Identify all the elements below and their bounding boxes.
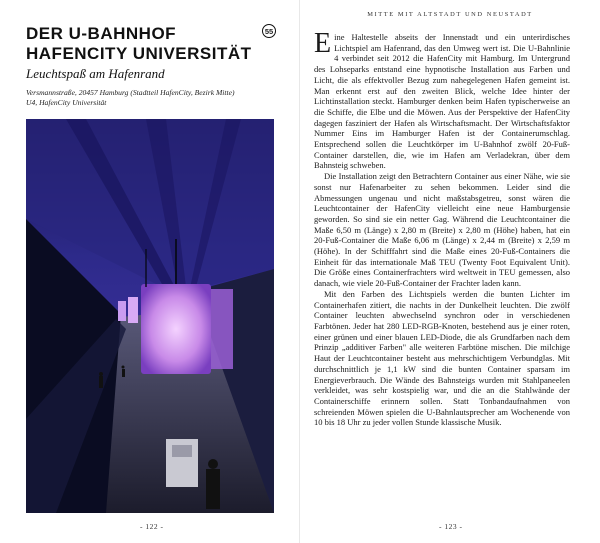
paragraph-3: Mit den Farben des Lichtspiels werden die bunten Lichter im Containerhafen zitiert, die nachts in der Dunkelheit leuchten. Die zwölf Container leuchten abwechselnd synchron oder in verschiedenen Farbtönen. Jeder hat 280 LED-RGB-Knoten, bestehend aus je einer roten, einer grünen und einer blauen LED-Diode, die als Grundfarben nach dem Prinzip „additiver Farben" alle weiteren Farbtöne mischen. Die milchige Haut der Leuchtcontainer besteht aus mehrschichtigem Verbundglas. Mit durchschnittlich je 1,1 kW sind die bunten Container sparsam im Energieverbrauch. Die Wände des Bahnsteigs wurden mit Stahlpaneelen verkleidet, was sehr kostspielig war, und die an die Stahlwände der Containerschiffe erinnern sollen. Statt Tonbandaufnahmen von schreienden Möwen spielen die U-Bahnlautsprecher am Wochenende von 10 bis 18 Uhr zu jeder vollen Stunde klassische Musik. (314, 288, 570, 428)
page-title: DER U-BAHNHOF HAFENCITY UNIVERSITÄT (26, 24, 252, 63)
right-page (300, 0, 600, 543)
page-number-right: - 123 - (439, 522, 463, 531)
entry-number-badge: 55 (262, 24, 276, 38)
station-photo (26, 119, 274, 513)
page-subtitle: Leuchtspaß am Hafenrand (26, 66, 165, 81)
transit-line: U4, HafenCity Universität (26, 98, 107, 107)
address-block (26, 88, 276, 108)
page-number-left: - 122 - (140, 522, 164, 531)
paragraph-2: Die Installation zeigt den Betrachtern Container aus einer Nähe, wie sie sonst nur Hafenarbeiter zu sehen bekommen. Leider sind die Abmessungen ungenau und nicht maßstabsgetreu, sonst wären die Leuchtcontainer der HafenCity vielleicht eine neue Hamburgensie geworden. So sind sie ein netter Gag. Während die Leuchtcontainer die Maße 6,50 m (Länge) x 2,80 m (Breite) x 2,80 m (Höhe) haben, hat ein 20-Fuß-Container die Maße 6,06 m (Länge) x 2,44 m (Breite) x 2,59 m (Höhe). In der Schifffahrt sind die Maße eines 20-Fuß-Containers die Einheit für das internationale Maß TEU (Twenty Foot Equivalent Unit). Die Größe eines Containerfrachters wird weltweit in TEU gemessen, also danach, wie viele 20-Fuß-Container der Frachter laden kann. (314, 171, 570, 289)
station-photo-illustration (26, 119, 274, 513)
paragraph-1 (314, 28, 570, 171)
address-line: Versmannstraße, 20457 Hamburg (Stadtteil HafenCity, Bezirk Mitte) (26, 88, 235, 97)
running-head: MITTE MIT ALTSTADT UND NEUSTADT (367, 11, 533, 18)
article-body (314, 28, 570, 428)
drop-cap: E (314, 28, 332, 59)
paragraph-1-text: ine Haltestelle abseits der Innenstadt und ein unterirdisches Lichtspiel am Hafenrand, das den Umweg wert ist. Die U-Bahnlinie 4 verbindet seit 2012 die HafenCity mit Hamburg. Im Untergrund des Lohseparks entstand eine hypnotische Installation aus Farben und Licht, die als effektvoller Bezug zum nahegelegenen Hafen gemeint ist. Man erkennt erst auf den zweiten Blick, welche Idee hinter der Lichtinstallation steckt. Hamburger denken beim Hafen typischerweise an die Schiffe, die Elbe und die Möwen. Aus der Perspektive der HafenCity dagegen fasziniert der Hafen als Wirtschaftsmacht. Der Wirtschaftsfaktor Nummer Eins im Hamburger Hafen ist der Containerumschlag. Entsprechend sollen die Leuchtkörper im U-Bahnhof zwölf 20-Fuß-Container darstellen, die, wie im Hafen am Verladekran, über dem Bahnsteig schweben. (314, 32, 570, 171)
